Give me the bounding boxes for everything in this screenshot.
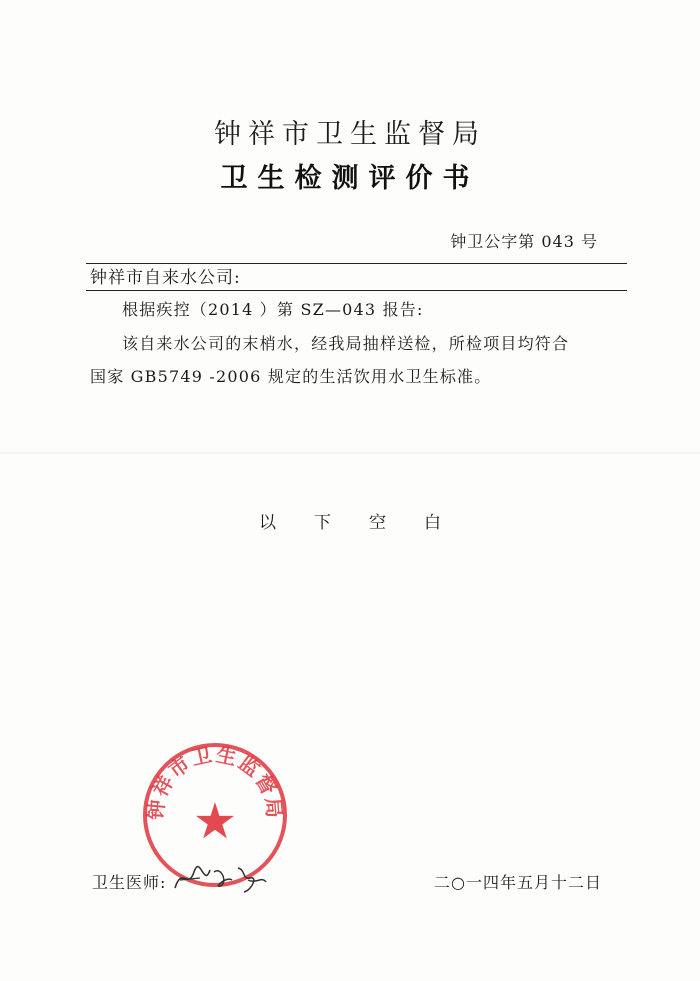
issue-date: 二○一四年五月十二日 — [434, 873, 602, 892]
body-paragraph-line-2: 国家 GB5749 -2006 规定的生活饮用水卫生标准。 — [90, 367, 492, 386]
star-icon — [196, 802, 234, 838]
doctor-label: 卫生医师: — [92, 873, 167, 892]
body-paragraph-line-1: 该自来水公司的末梢水，经我局抽样送检，所检项目均符合 — [122, 334, 570, 353]
blank-below-note: 以下空白 — [259, 513, 479, 533]
fold-line — [0, 452, 700, 454]
handwritten-signature — [170, 858, 280, 898]
recipient: 钟祥市自来水公司: — [90, 268, 241, 288]
recipient-rule — [86, 290, 627, 291]
document-number: 钟卫公字第 043 号 — [450, 232, 598, 251]
issuing-organization: 钟祥市卫生监督局 — [214, 119, 486, 150]
report-reference: 根据疾控（2014 ）第 SZ—043 报告: — [122, 300, 424, 319]
document-title: 卫生检测评价书 — [220, 163, 480, 194]
seal-text: 钟祥市卫生监督局 — [143, 742, 287, 821]
